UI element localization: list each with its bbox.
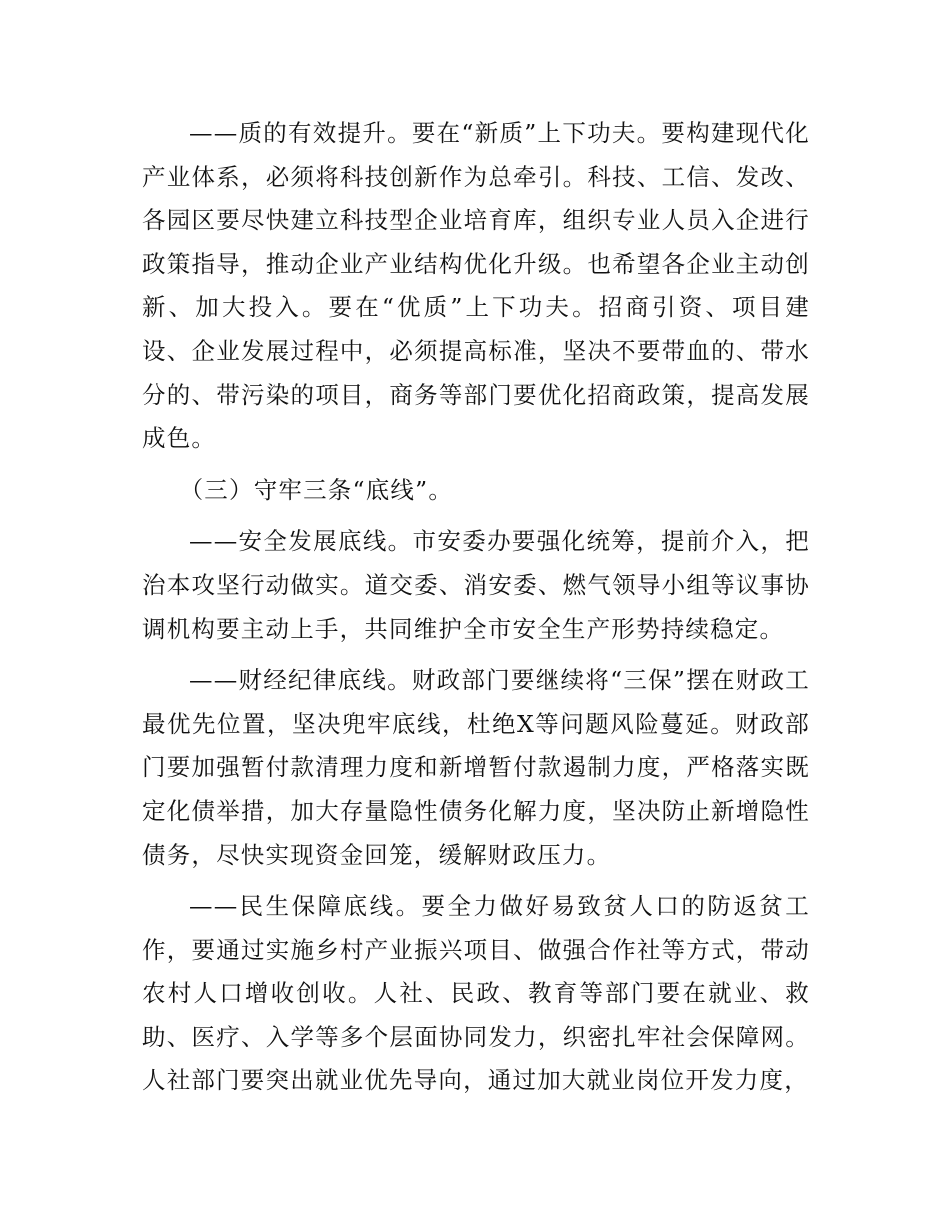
paragraph-fiscal-discipline-bottom-line: ——财经纪律底线。财政部门要继续将“三保”摆在财政工最优先位置，坚决兜牢底线，杜绝X等问题风险蔓延。财政部门要加强暂付款清理力度和新增暂付款遏制力度，严格落实既定化债举措，加大存量隐性债务化解力度，坚决防止新增隐性债务，尽快实现资金回笼，缓解财政压力。 [142,666,810,869]
paragraph-safety-bottom-line: ——安全发展底线。市安委办要强化统筹，提前介入，把治本攻坚行动做实。道交委、消安委、燃气领导小组等议事协调机构要主动上手，共同维护全市安全生产形势持续稳定。 [142,527,810,643]
paragraph-livelihood-bottom-line: ——民生保障底线。要全力做好易致贫人口的防返贫工作，要通过实施乡村产业振兴项目、做强合作社等方式，带动农村人口增收创收。人社、民政、教育等部门要在就业、救助、医疗、入学等多个层面协同发力，织密扎牢社会保障网。人社部门要突出就业优先导向，通过加大就业岗位开发力度， [142,892,810,1095]
document-body [142,112,810,1103]
section-heading-three-bottom-lines: （三）守牢三条“底线”。 [179,475,454,504]
paragraph-quality-improvement: ——质的有效提升。要在“新质”上下功夫。要构建现代化产业体系，必须将科技创新作为总牵引。科技、工信、发改、各园区要尽快建立科技型企业培育库，组织专业人员入企进行政策指导，推动企业产业结构优化升级。也希望各企业主动创新、加大投入。要在“优质”上下功夫。招商引资、项目建设、企业发展过程中，必须提高标准，坚决不要带血的、带水分的、带污染的项目，商务等部门要优化招商政策，提高发展成色。 [142,119,810,453]
